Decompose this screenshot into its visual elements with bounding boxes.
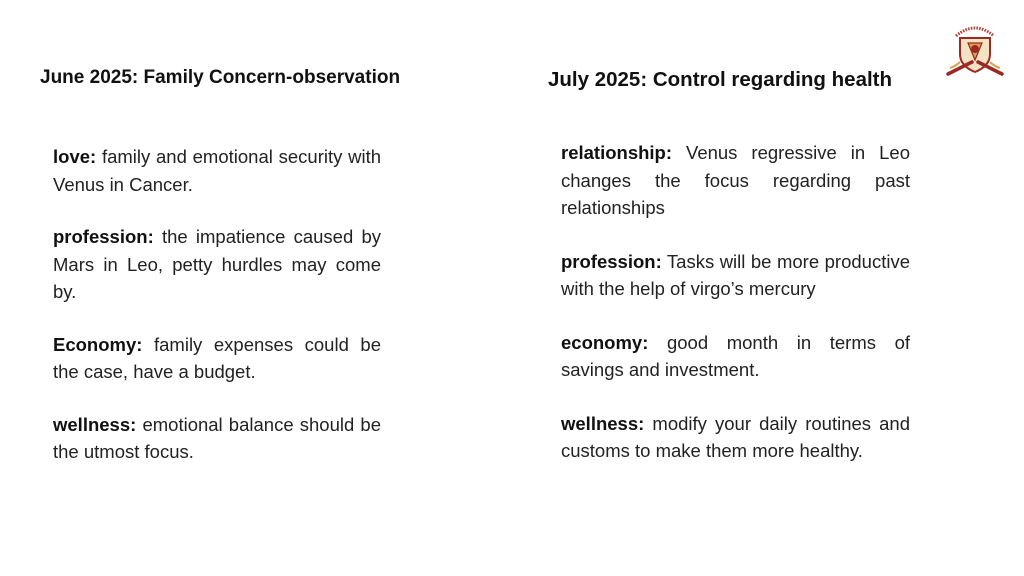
july-item-text: Tasks will be more productive with the help of virgo’s mercury — [561, 250, 910, 299]
june-item-label: wellness: — [53, 413, 137, 435]
july-item-label: economy: — [561, 331, 649, 353]
july-item-profession — [561, 248, 910, 303]
july-item-label: wellness: — [561, 412, 645, 434]
brand-logo-icon — [942, 16, 1008, 80]
june-item-label: love: — [53, 146, 97, 167]
june-item-label: profession: — [53, 226, 154, 247]
june-item-profession — [53, 223, 381, 306]
june-title: June 2025: Family Concern-observation — [40, 67, 401, 88]
july-column — [561, 139, 910, 465]
july-item-text: Venus regressive in Leo changes the focus regarding past relationships — [561, 142, 910, 218]
june-item-label: Economy: — [53, 333, 143, 355]
july-item-label: profession: — [561, 250, 662, 272]
july-item-text: good month in terms of savings and investment. — [561, 331, 910, 380]
june-item-wellness — [53, 411, 381, 466]
june-item-love — [53, 143, 381, 198]
june-item-text: emotional balance should be the utmost focus. — [53, 413, 381, 462]
july-item-relationship — [561, 139, 910, 222]
july-item-wellness — [561, 410, 910, 465]
june-item-economy — [53, 331, 381, 386]
july-title: July 2025: Control regarding health — [548, 68, 893, 91]
june-item-text: family expenses could be the case, have a budget. — [53, 333, 381, 382]
july-item-label: relationship: — [561, 142, 673, 163]
july-item-economy — [561, 329, 910, 384]
june-item-text: the impatience caused by Mars in Leo, petty hurdles may come by. — [53, 226, 382, 302]
july-item-text: modify your daily routines and customs to make them more healthy. — [561, 412, 910, 461]
june-column — [53, 143, 381, 466]
june-item-text: family and emotional security with Venus in Cancer. — [53, 146, 382, 195]
